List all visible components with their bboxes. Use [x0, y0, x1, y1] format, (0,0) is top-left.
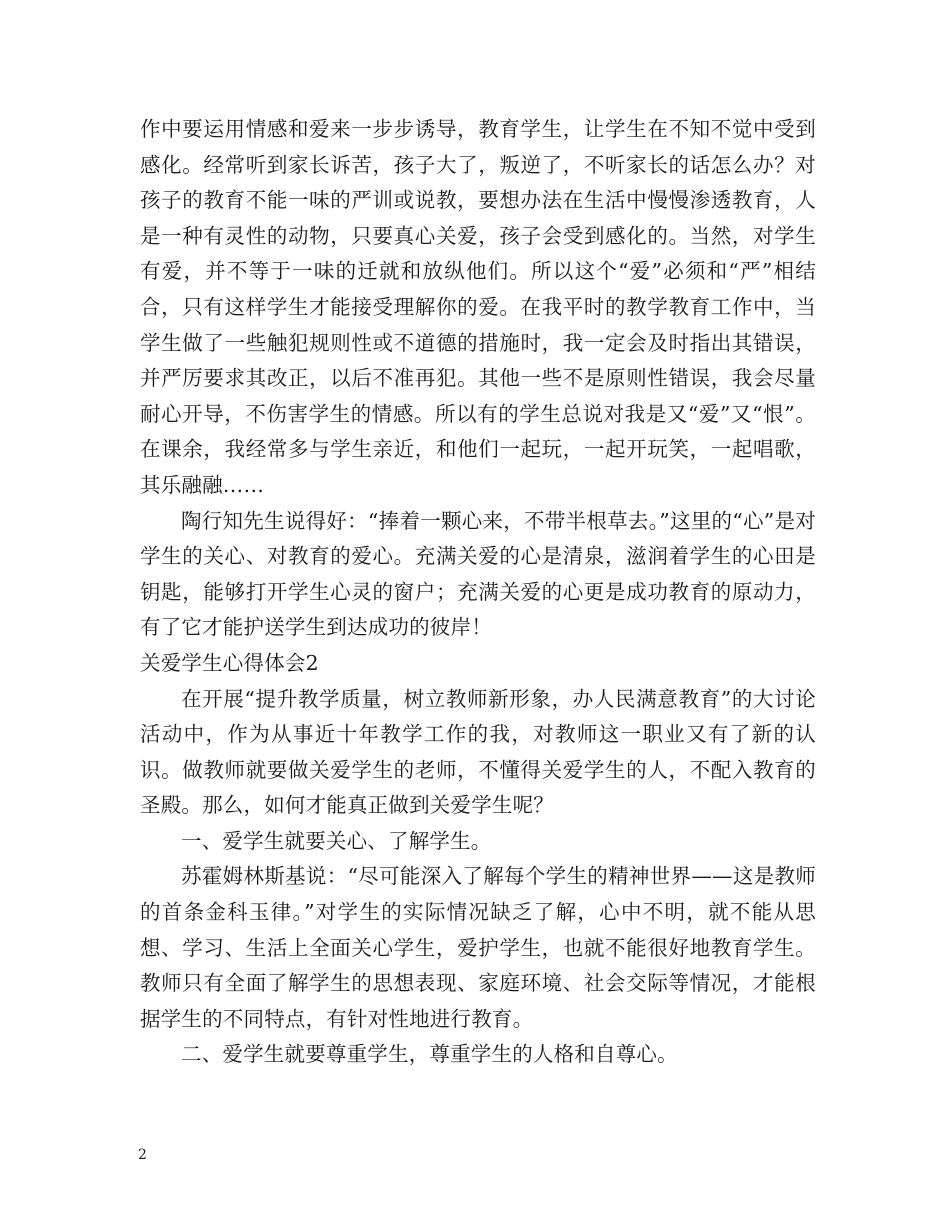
paragraph-sukhomlinsky-quote: 苏霍姆林斯基说：“尽可能深入了解每个学生的精神世界——这是教师的首条金科玉律。”对学生的实际情况缺乏了解，心中不明，就不能从思想、学习、生活上全面关心学生，爱护学生，也就不能很好地教育学生。教师只有全面了解学生的思想表现、家庭环境、社会交际等情况，才能根据学生的不同特点，有针对性地进行教育。: [140, 864, 816, 1031]
paragraph-discussion-intro: 在开展“提升教学质量，树立教师新形象，办人民满意教育”的大讨论活动中，作为从事近十年教学工作的我，对教师这一职业又有了新的认识。做教师就要做关爱学生的老师，不懂得关爱学生的人，不配入教育的圣殿。那么，如何才能真正做到关爱学生呢？: [140, 686, 816, 818]
paragraph-tao-xingzhi-quote: 陶行知先生说得好：“捧着一颗心来，不带半根草去。”这里的“心”是对学生的关心、对教育的爱心。充满关爱的心是清泉，滋润着学生的心田是钥匙，能够打开学生心灵的窗户；充满关爱的心更是成功教育的原动力，有了它才能护送学生到达成功的彼岸！: [140, 508, 816, 640]
document-body: [140, 112, 816, 1073]
point-two-heading: 二、爱学生就要尊重学生，尊重学生的人格和自尊心。: [181, 1042, 678, 1067]
page-number: 2: [138, 1147, 147, 1163]
paragraph-continuation: 作中要运用情感和爱来一步步诱导，教育学生，让学生在不知不觉中受到感化。经常听到家长诉苦，孩子大了，叛逆了，不听家长的话怎么办？对孩子的教育不能一味的严训或说教，要想办法在生活中慢慢渗透教育，人是一种有灵性的动物，只要真心关爱，孩子会受到感化的。当然，对学生有爱，并不等于一味的迁就和放纵他们。所以这个“爱”必须和“严”相结合，只有这样学生才能接受理解你的爱。在我平时的教学教育工作中，当学生做了一些触犯规则性或不道德的措施时，我一定会及时指出其错误，并严厉要求其改正，以后不准再犯。其他一些不是原则性错误，我会尽量耐心开导，不伤害学生的情感。所以有的学生总说对我是又“爱”又“恨”。在课余，我经常多与学生亲近，和他们一起玩，一起开玩笑，一起唱歌，其乐融融……: [140, 117, 816, 497]
point-one-heading: 一、爱学生就要关心、了解学生。: [181, 828, 492, 853]
section-heading: 关爱学生心得体会2: [140, 650, 319, 675]
